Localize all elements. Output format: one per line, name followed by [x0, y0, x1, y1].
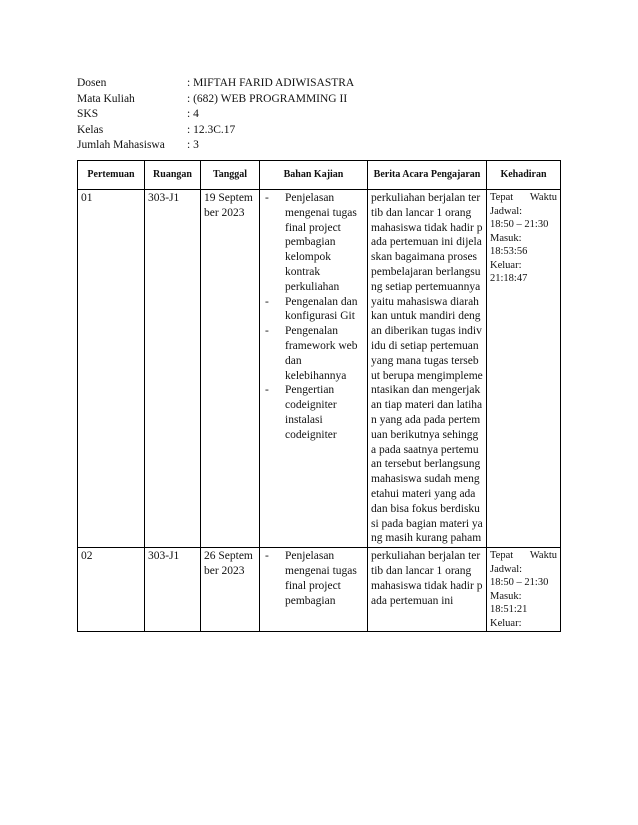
course-info — [77, 76, 354, 154]
info-row-kelas — [77, 123, 354, 139]
header-kehadiran: Kehadiran — [487, 161, 561, 190]
cell-tanggal: 19 September 2023 — [201, 190, 260, 548]
info-value: : (682) WEB PROGRAMMING II — [187, 92, 348, 105]
cell-ruangan: 303-J1 — [145, 190, 201, 548]
header-pertemuan: Pertemuan — [78, 161, 145, 190]
cell-kehadiran — [487, 548, 561, 632]
table-row — [78, 190, 561, 548]
cell-tanggal: 26 September 2023 — [201, 548, 260, 632]
topic-list — [263, 191, 364, 443]
jadwal-label: Jadwal: — [490, 563, 523, 575]
topic-item: - Pengenalan framework web dan kelebihannya — [263, 324, 364, 383]
info-label: Mata Kuliah — [77, 92, 135, 105]
keluar-value: 21:18:47 — [490, 273, 528, 284]
header-ruangan: Ruangan — [145, 161, 201, 190]
masuk-value: 18:53:56 — [490, 246, 528, 257]
keluar-label: Keluar: — [490, 259, 522, 271]
info-label: Kelas — [77, 123, 104, 136]
info-value: : MIFTAH FARID ADIWISASTRA — [187, 77, 355, 89]
masuk-label: Masuk: — [490, 232, 522, 244]
jadwal-label: Jadwal: — [490, 205, 523, 217]
info-label: SKS — [77, 108, 99, 120]
header-tanggal: Tanggal — [201, 161, 260, 190]
topic-item: - Pengertian codeigniter instalasi codeigniter — [263, 383, 364, 442]
cell-ruangan: 303-J1 — [145, 548, 201, 632]
header-berita-acara: Berita Acara Pengajaran — [368, 161, 487, 190]
info-value: : 4 — [187, 108, 199, 120]
info-label: Dosen — [77, 77, 107, 89]
masuk-label: Masuk: — [490, 590, 522, 602]
info-row-dosen — [77, 76, 354, 92]
info-label: Jumlah Mahasiswa — [77, 139, 165, 151]
info-row-mata-kuliah — [77, 92, 354, 108]
table-row — [78, 548, 561, 632]
status-word: Waktu — [529, 550, 557, 562]
topic-item: - Penjelasan mengenai tugas final project pembagian — [263, 549, 364, 608]
status-word: Waktu — [529, 192, 557, 203]
topic-item: - Pengenalan dan konfigurasi Git — [263, 295, 364, 325]
cell-bahan-kajian — [260, 548, 368, 632]
jadwal-value: 18:50 – 21:30 — [490, 577, 549, 589]
cell-pertemuan: 01 — [78, 190, 145, 548]
cell-pertemuan: 02 — [78, 548, 145, 632]
topic-item: - Penjelasan mengenai tugas final project pembagian kelompok kontrak perkuliahan — [263, 191, 364, 295]
jadwal-value: 18:50 – 21:30 — [490, 219, 549, 230]
attendance-status — [490, 549, 557, 563]
cell-berita-acara: perkuliahan berjalan tertib dan lancar 1 orang mahasiswa tidak hadir pada pertemuan ini dijelaskan bagaimana proses pembelajaran berlangsung setiap pertemuannya yaitu mahasiswa diarahkan untuk mandiri dengan diberikan tugas individu di setiap pertemuan yang mana tugas tersebut berupa mengimplementasikan dan mengerjakan tiap materi dan latihan yang ada pada pertemuan berikutnya sehingga pada saatnya pertemuan tersebut berlangsung mahasiswa sudah mengetahui materi yang ada dan bisa fokus berdiskusi pada bagian materi yang masih kurang paham — [368, 190, 487, 548]
schedule-table — [77, 160, 561, 632]
topic-list — [263, 549, 364, 608]
status-word: Tepat — [490, 550, 514, 562]
masuk-value: 18:51:21 — [490, 604, 528, 616]
keluar-label: Keluar: — [490, 617, 522, 629]
table-header-row — [78, 161, 561, 190]
cell-bahan-kajian — [260, 190, 368, 548]
cell-berita-acara: perkuliahan berjalan tertib dan lancar 1 orang mahasiswa tidak hadir pada pertemuan ini — [368, 548, 487, 632]
cell-kehadiran — [487, 190, 561, 548]
info-value: : 3 — [187, 139, 199, 151]
status-word: Tepat — [490, 192, 514, 203]
attendance-status — [490, 191, 557, 205]
header-bahan-kajian: Bahan Kajian — [260, 161, 368, 190]
info-row-jumlah-mahasiswa — [77, 138, 354, 154]
info-row-sks — [77, 107, 354, 123]
info-value: : 12.3C.17 — [187, 123, 236, 136]
